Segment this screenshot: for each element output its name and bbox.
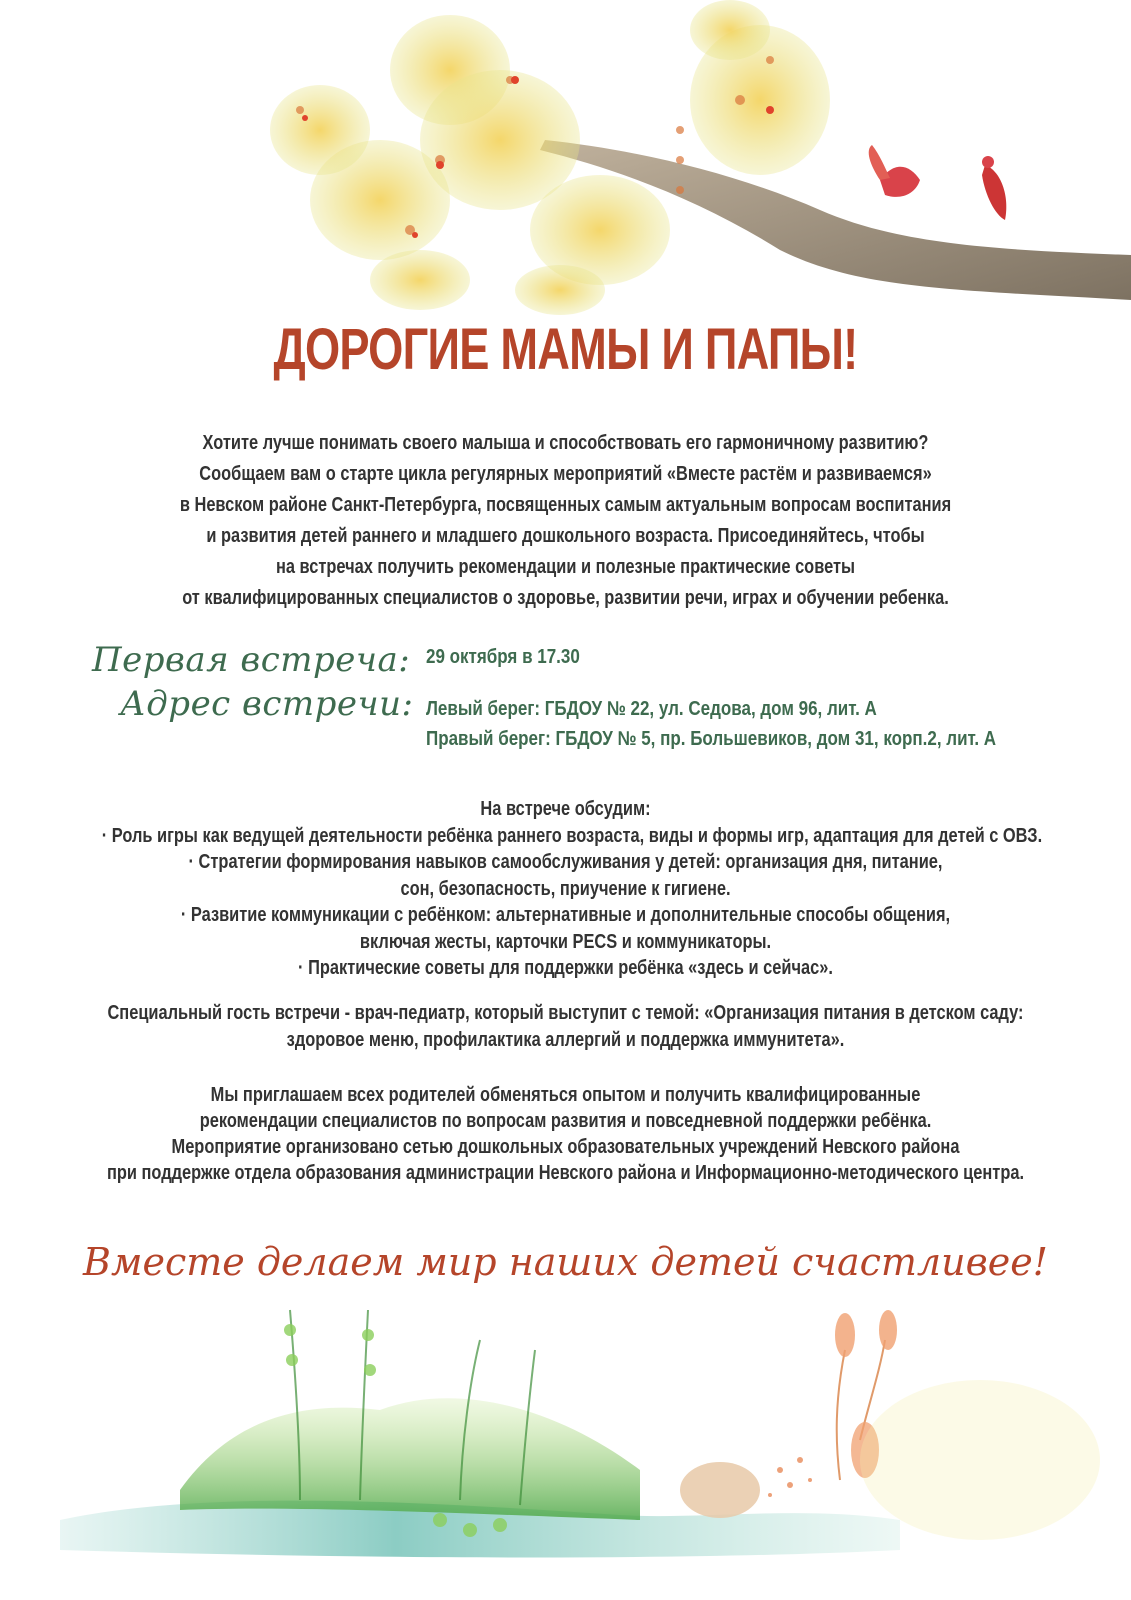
first-meeting-label: Первая встреча: bbox=[92, 640, 411, 680]
intro-line: на встречах получить рекомендации и полезные практические советы bbox=[275, 556, 856, 578]
topic-item: сон, безопасность, приучение к гигиене. bbox=[400, 877, 731, 900]
special-guest-paragraph bbox=[0, 1000, 1131, 1054]
topics-list bbox=[0, 796, 1131, 982]
topic-item: · Развитие коммуникации с ребёнком: альтернативные и дополнительные способы общения, bbox=[180, 904, 951, 926]
address-right-bank: Правый берег: ГБДОУ № 5, пр. Большевиков, дом 31, корп.2, лит. А bbox=[426, 728, 997, 750]
invitation-paragraph bbox=[0, 1082, 1131, 1186]
intro-line: Хотите лучше понимать своего малыша и способствовать его гармоничному развитию? bbox=[202, 432, 929, 454]
invite-line: Мы приглашаем всех родителей обменяться опытом и получить квалифицированные bbox=[210, 1084, 921, 1106]
bird-icon bbox=[982, 156, 1006, 220]
slogan: Вместе делаем мир наших детей счастливее! bbox=[83, 1240, 1048, 1284]
grass-water-illustration bbox=[0, 1290, 1131, 1600]
guest-line: Специальный гость встречи - врач-педиатр, который выступит с темой: «Организация питания в детском саду: bbox=[107, 1002, 1024, 1024]
intro-paragraph bbox=[0, 428, 1131, 614]
topic-item: включая жесты, карточки PECS и коммуникаторы. bbox=[359, 930, 772, 953]
address-label: Адрес встречи: bbox=[120, 684, 414, 724]
topic-item: · Роль игры как ведущей деятельности ребёнка раннего возраста, виды и формы игр, адаптация для детей с ОВЗ. bbox=[101, 824, 1043, 847]
intro-line: и развития детей раннего и младшего дошкольного возраста. Присоединяйтесь, чтобы bbox=[206, 525, 925, 547]
address-left-bank: Левый берег: ГБДОУ № 22, ул. Седова, дом 96, лит. А bbox=[426, 698, 877, 720]
meeting-details bbox=[0, 640, 1131, 770]
guest-line: здоровое меню, профилактика аллергий и поддержка иммунитета». bbox=[286, 1029, 845, 1051]
intro-line: в Невском районе Санкт-Петербурга, посвященных самым актуальным вопросам воспитания bbox=[179, 494, 952, 516]
topic-item: · Практические советы для поддержки ребёнка «здесь и сейчас». bbox=[298, 957, 833, 979]
invite-line: Мероприятие организовано сетью дошкольных образовательных учреждений Невского района bbox=[171, 1136, 960, 1158]
meeting-date: 29 октября в 17.30 bbox=[426, 646, 580, 668]
page-title: ДОРОГИЕ МАМЫ И ПАПЫ! bbox=[273, 317, 858, 382]
invite-line: при поддержке отдела образования администрации Невского района и Информационно-методического центра. bbox=[106, 1162, 1025, 1184]
intro-line: Сообщаем вам о старте цикла регулярных мероприятий «Вместе растём и развиваемся» bbox=[199, 463, 932, 485]
topic-item: · Стратегии формирования навыков самообслуживания у детей: организация дня, питание, bbox=[188, 851, 943, 873]
intro-line: от квалифицированных специалистов о здоровье, развитии речи, играх и обучении ребенка. bbox=[182, 587, 949, 609]
invite-line: рекомендации специалистов по вопросам развития и повседневной поддержки ребёнка. bbox=[199, 1110, 932, 1132]
bird-icon bbox=[869, 145, 920, 197]
topics-heading: На встрече обсудим: bbox=[480, 798, 651, 820]
tree-branch-illustration bbox=[0, 0, 1131, 320]
